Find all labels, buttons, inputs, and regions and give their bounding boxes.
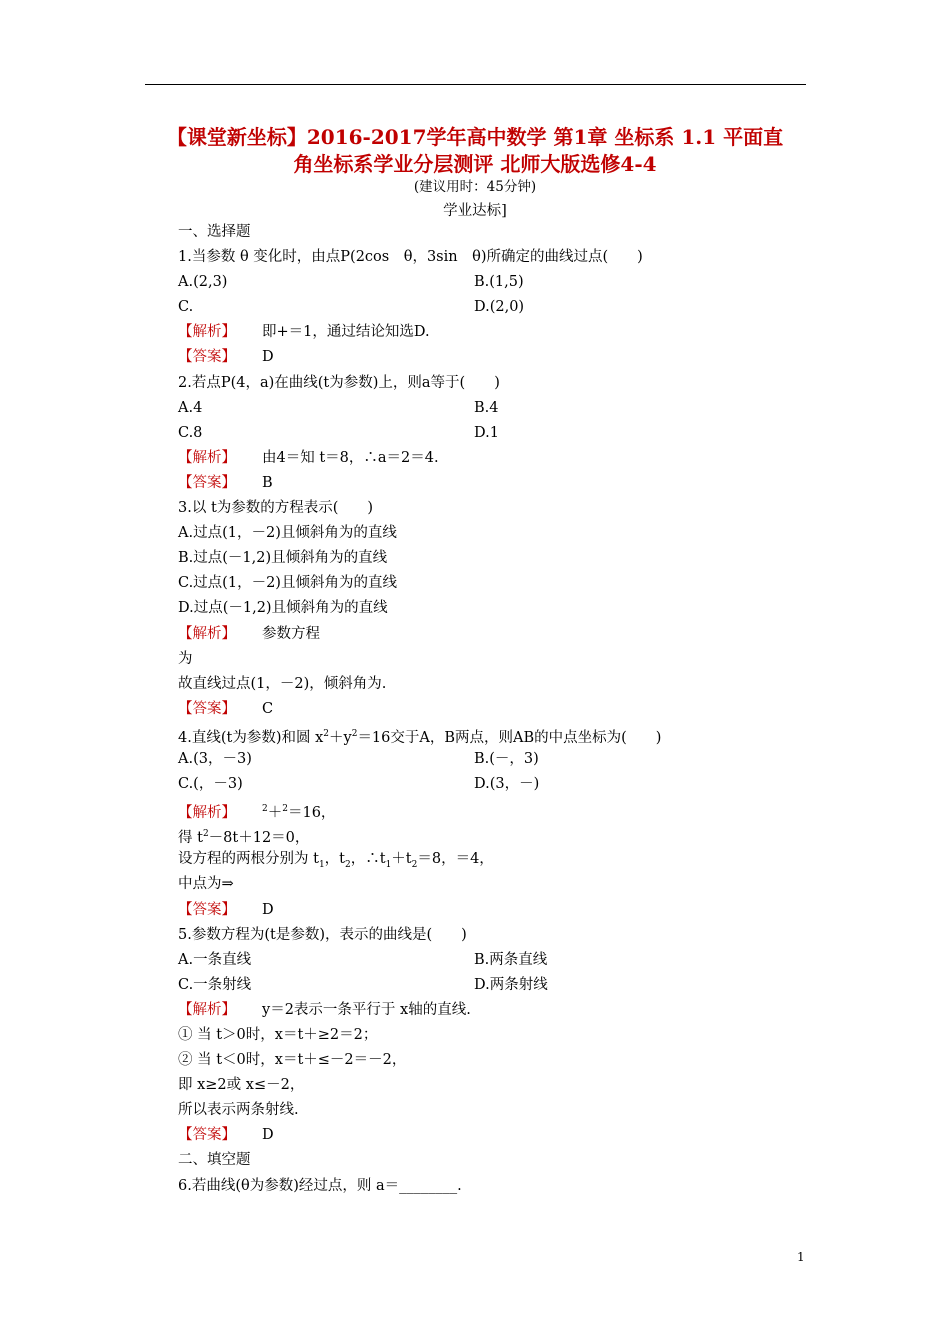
question-1-stem: 1.当参数 θ 变化时，由点P(2cos θ，3sin θ)所确定的曲线过点( ) (178, 249, 643, 266)
section-label: 学业达标] (443, 203, 507, 219)
question-4-analysis-line-2 (178, 822, 818, 847)
option: A.一条直线 (178, 951, 252, 968)
subscript: 1 (385, 860, 392, 871)
stem-part: ＝16交于A，B两点，则AB的中点坐标为( ) (357, 729, 662, 746)
analysis-text: ＝8，＝4， (417, 851, 494, 868)
analysis-label: 【解析】 (178, 804, 236, 821)
page-number: 1 (797, 1250, 805, 1264)
option: A.4 (178, 399, 203, 416)
analysis-text: ＋ (267, 804, 283, 821)
question-1-analysis (178, 320, 818, 345)
question-4-answer (178, 898, 818, 923)
question-3-option-d: D.过点(－1,2)且倾斜角为的直线 (178, 600, 388, 617)
question-6-stem: 6.若曲线(θ为参数)经过点，则 a＝________. (178, 1177, 462, 1194)
answer-label: 【答案】 (178, 1127, 236, 1144)
question-3-option-b: B.过点(－1,2)且倾斜角为的直线 (178, 550, 388, 567)
superscript: 2 (351, 728, 358, 739)
stem-part: 4.直线(t为参数)和圆 x (178, 729, 324, 746)
option: D.1 (474, 424, 499, 441)
option: C. (178, 299, 194, 316)
analysis-text: ，t (324, 851, 345, 868)
header-rule (145, 84, 806, 85)
analysis-text: 由4＝知 t＝8，∴a＝2＝4. (262, 449, 439, 466)
question-1-answer (178, 345, 818, 370)
question-5-analysis-line-5: 所以表示两条射线. (178, 1102, 299, 1119)
answer-label: 【答案】 (178, 700, 236, 717)
question-2-options-ab (178, 396, 818, 421)
question-1-options-ab (178, 270, 818, 295)
option: D.(3，－) (474, 776, 540, 793)
superscript: 2 (262, 804, 268, 815)
analysis-text: －8t＋12＝0， (208, 830, 310, 847)
section-heading-fill: 二、填空题 (178, 1152, 251, 1169)
question-5-stem: 5.参数方程为(t是参数)，表示的曲线是( ) (178, 926, 467, 943)
option: B.(－，3) (474, 750, 539, 767)
analysis-text: 参数方程 (262, 625, 320, 642)
question-3-analysis (178, 622, 818, 647)
exercise-content (178, 220, 818, 1199)
question-1-options-cd (178, 295, 818, 320)
answer-value: C (262, 700, 274, 717)
analysis-text: ，∴t (350, 851, 386, 868)
analysis-text: 得 t (178, 830, 203, 847)
analysis-text: 即+＝1，通过结论知选D. (262, 324, 430, 341)
option: C.8 (178, 424, 203, 441)
option: B.(1,5) (474, 274, 524, 291)
section-heading-choice: 一、选择题 (178, 224, 251, 240)
analysis-label: 【解析】 (178, 625, 236, 642)
question-4-options-ab (178, 747, 818, 772)
question-5-answer (178, 1123, 818, 1148)
option: B.两条直线 (474, 951, 548, 968)
superscript: 2 (323, 728, 329, 739)
analysis-label: 【解析】 (178, 1001, 236, 1018)
analysis-label: 【解析】 (178, 449, 236, 466)
question-3-option-c: C.过点(1，－2)且倾斜角为的直线 (178, 575, 397, 592)
answer-label: 【答案】 (178, 349, 236, 366)
question-2-options-cd (178, 421, 818, 446)
question-4-analysis-line-3 (178, 847, 818, 872)
option: D.两条射线 (474, 976, 548, 993)
answer-value: D (262, 1127, 274, 1144)
analysis-text: y＝2表示一条平行于 x轴的直线. (262, 1001, 471, 1018)
question-3-analysis-line-2: 为 (178, 650, 193, 667)
question-2-stem: 2.若点P(4，a)在曲线(t为参数)上，则a等于( ) (178, 374, 500, 391)
analysis-text: ＝16， (287, 804, 336, 821)
question-3-analysis-line-3: 故直线过点(1，－2)，倾斜角为. (178, 675, 387, 692)
option: C.(，－3) (178, 776, 243, 793)
analysis-text: 设方程的两根分别为 t (178, 851, 319, 868)
question-5-analysis-line-3: ② 当 t＜0时，x＝t＋≤－2＝－2， (178, 1052, 407, 1069)
answer-label: 【答案】 (178, 474, 236, 491)
subscript: 1 (318, 860, 325, 871)
question-5-options-cd (178, 973, 818, 998)
answer-value: D (262, 901, 274, 918)
question-3-stem: 3.以 t为参数的方程表示( ) (178, 500, 374, 517)
option: B.4 (474, 399, 499, 416)
question-4-analysis-line-4: 中点为⇒ (178, 876, 234, 893)
document-title (140, 124, 810, 178)
option: A.(2,3) (178, 274, 228, 291)
subscript: 2 (345, 860, 351, 871)
subscript: 2 (411, 860, 418, 871)
stem-part: ＋y (329, 729, 352, 746)
superscript: 2 (202, 829, 209, 840)
question-3-option-a: A.过点(1，－2)且倾斜角为的直线 (178, 525, 397, 542)
question-2-analysis (178, 446, 818, 471)
title-line-2: 角坐标系学业分层测评 北师大版选修4-4 (293, 152, 657, 176)
question-4-options-cd (178, 772, 818, 797)
option: D.(2,0) (474, 299, 525, 316)
question-5-analysis (178, 998, 818, 1023)
answer-value: D (262, 349, 274, 366)
analysis-label: 【解析】 (178, 324, 236, 341)
question-5-options-ab (178, 948, 818, 973)
question-3-answer (178, 697, 818, 722)
question-5-analysis-line-4: 即 x≥2或 x≤－2， (178, 1077, 305, 1094)
title-line-1: 【课堂新坐标】2016-2017学年高中数学 第1章 坐标系 1.1 平面直 (166, 125, 784, 149)
question-2-answer (178, 471, 818, 496)
question-5-analysis-line-2: ① 当 t＞0时，x＝t＋≥2＝2； (178, 1027, 378, 1043)
superscript: 2 (282, 804, 288, 815)
suggested-time: (建议用时：45分钟) (413, 179, 537, 195)
option: C.一条射线 (178, 976, 252, 993)
answer-label: 【答案】 (178, 901, 236, 918)
option: A.(3，－3) (178, 750, 252, 767)
answer-value: B (262, 474, 273, 491)
question-4-analysis (178, 797, 818, 822)
analysis-text: ＋t (391, 851, 412, 868)
question-4-stem (178, 722, 818, 747)
